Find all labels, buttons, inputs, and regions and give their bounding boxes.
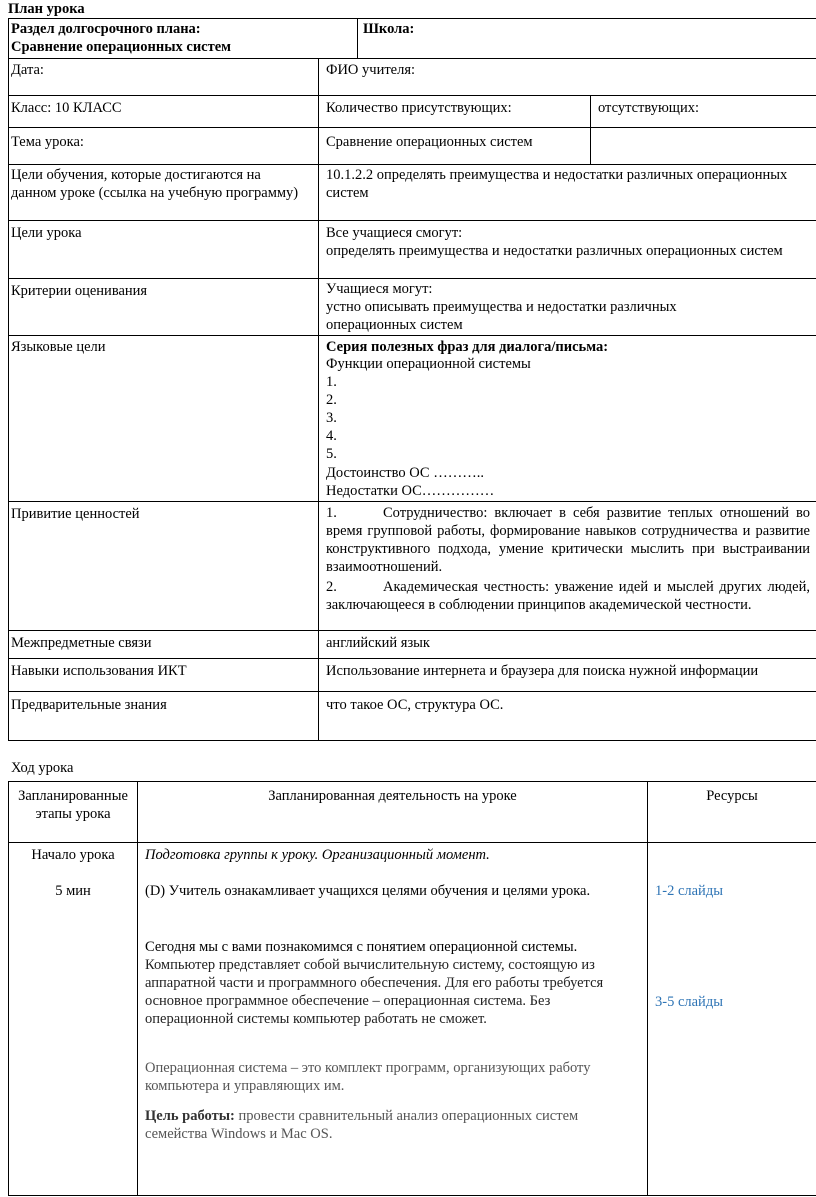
lang-heading: Серия полезных фраз для диалога/письма: [326,339,609,355]
lang-item: 5. [326,446,337,462]
date-label: Дата: [11,62,44,78]
cross-label: Межпредметные связи [11,635,152,651]
page-title: План урока [8,1,85,17]
col-stages-header: Запланированные этапы урока [18,788,128,822]
table-border [8,278,816,279]
criteria-label: Критерии оценивания [11,283,148,299]
lang-item: 4. [326,428,337,444]
goals-line1: Все учащиеся смогут: [326,225,463,241]
absent-label: отсутствующих: [598,100,699,116]
lang-line1: Функции операционной системы [326,356,531,372]
lang-label: Языковые цели [11,339,106,355]
topic-value: Сравнение операционных систем [326,134,533,150]
table-border [8,164,816,165]
table-border [8,781,816,782]
d-text: (D) Учитель ознакамливает учащихся целями обучения и целями урока. [145,883,591,899]
ict-label: Навыки использования ИКТ [11,663,187,679]
table-border [8,658,816,659]
cross-value: английский язык [326,635,430,651]
today-text: Сегодня мы с вами познакомимся с понятием операционной системы. [145,939,578,955]
lang-item: 2. [326,392,337,408]
goal-label: Цель работы: [145,1108,235,1124]
col-activity-header: Запланированная деятельность на уроке [268,788,517,804]
table-border [357,18,358,58]
topic-label: Тема урока: [11,134,84,150]
criteria-line1: Учащиеся могут: [326,281,433,297]
table-border [8,781,9,1196]
table-border [8,220,816,221]
objectives-label: Цели обучения, которые достигаются на данном уроке (ссылка на учебную программу) [11,167,299,201]
values-item-2 [326,578,810,614]
table-border [8,501,816,502]
prep-text: Подготовка группы к уроку. Организационный момент. [145,847,490,863]
table-border [8,691,816,692]
lang-item: 3. [326,410,337,426]
table-border [8,335,816,336]
ict-value: Использование интернета и браузера для поиска нужной информации [326,663,759,679]
table-border [8,630,816,631]
prior-value: что такое ОС, структура ОС. [326,697,504,713]
os-definition: Операционная система – это комплект программ, организующих работу компьютера и управляющих им. [145,1060,591,1094]
table-border [8,95,816,96]
table-border [647,781,648,1196]
goals-label: Цели урока [11,225,82,241]
objectives-value: 10.1.2.2 определять преимущества и недостатки различных операционных систем [326,167,788,201]
table-border [8,127,816,128]
table-border [8,18,816,19]
values-item-1-text: Сотрудничество: включает в себя развитие теплых отношений во время групповой работы, формирование навыков сотрудничества и развитие конструктивного подхода, умение критически мыслить при выстраивании взаимоотношений. [326,505,810,575]
table-border [137,781,138,1196]
values-label: Привитие ценностей [11,506,140,522]
course-title: Ход урока [11,760,74,776]
lang-advantage: Достоинство ОС ……….. [326,465,484,481]
stage-time: 5 мин [55,883,91,899]
values-item-1 [326,504,810,576]
values-item-1-number: 1. [326,505,337,521]
lang-disadvantage: Недостатки ОС…………… [326,483,495,499]
table-border [8,1195,816,1196]
values-item-2-text: Академическая честность: уважение идей и мыслей других людей, заключающееся в соблюдении принципов академической честности. [326,579,810,613]
resource-slides-2: 3-5 слайды [655,994,723,1010]
section-value: Сравнение операционных систем [11,39,232,55]
criteria-line2: устно описывать преимущества и недостатки различных операционных систем [326,299,677,333]
stage-name: Начало урока [31,847,115,863]
computer-text: Компьютер представляет собой вычислительную систему, состоящую из аппаратной части и программного обеспечения. Для его работы требуется основное программное обеспечение – операционная система. Без операционной системы компьютер работать не сможет. [145,957,604,1027]
goal-text [145,1107,635,1143]
table-border [318,58,319,740]
goals-line2: определять преимущества и недостатки различных операционных систем [326,243,783,259]
table-border [8,740,816,741]
col-resources-header: Ресурсы [706,788,758,804]
prior-label: Предварительные знания [11,697,167,713]
class-label: Класс: 10 КЛАСС [11,100,122,116]
teacher-label: ФИО учителя: [326,62,416,78]
school-label: Школа: [363,21,415,37]
section-label: Раздел долгосрочного плана: [11,21,201,37]
resource-slides-1: 1-2 слайды [655,883,723,899]
goal-value: провести сравнительный анализ операционных систем семейства Windows и Mac OS. [145,1108,579,1142]
table-border [590,95,591,165]
present-label: Количество присутствующих: [326,100,512,116]
values-item-2-number: 2. [326,579,337,595]
table-border [8,842,816,843]
table-border [8,58,816,59]
lang-item: 1. [326,374,337,390]
